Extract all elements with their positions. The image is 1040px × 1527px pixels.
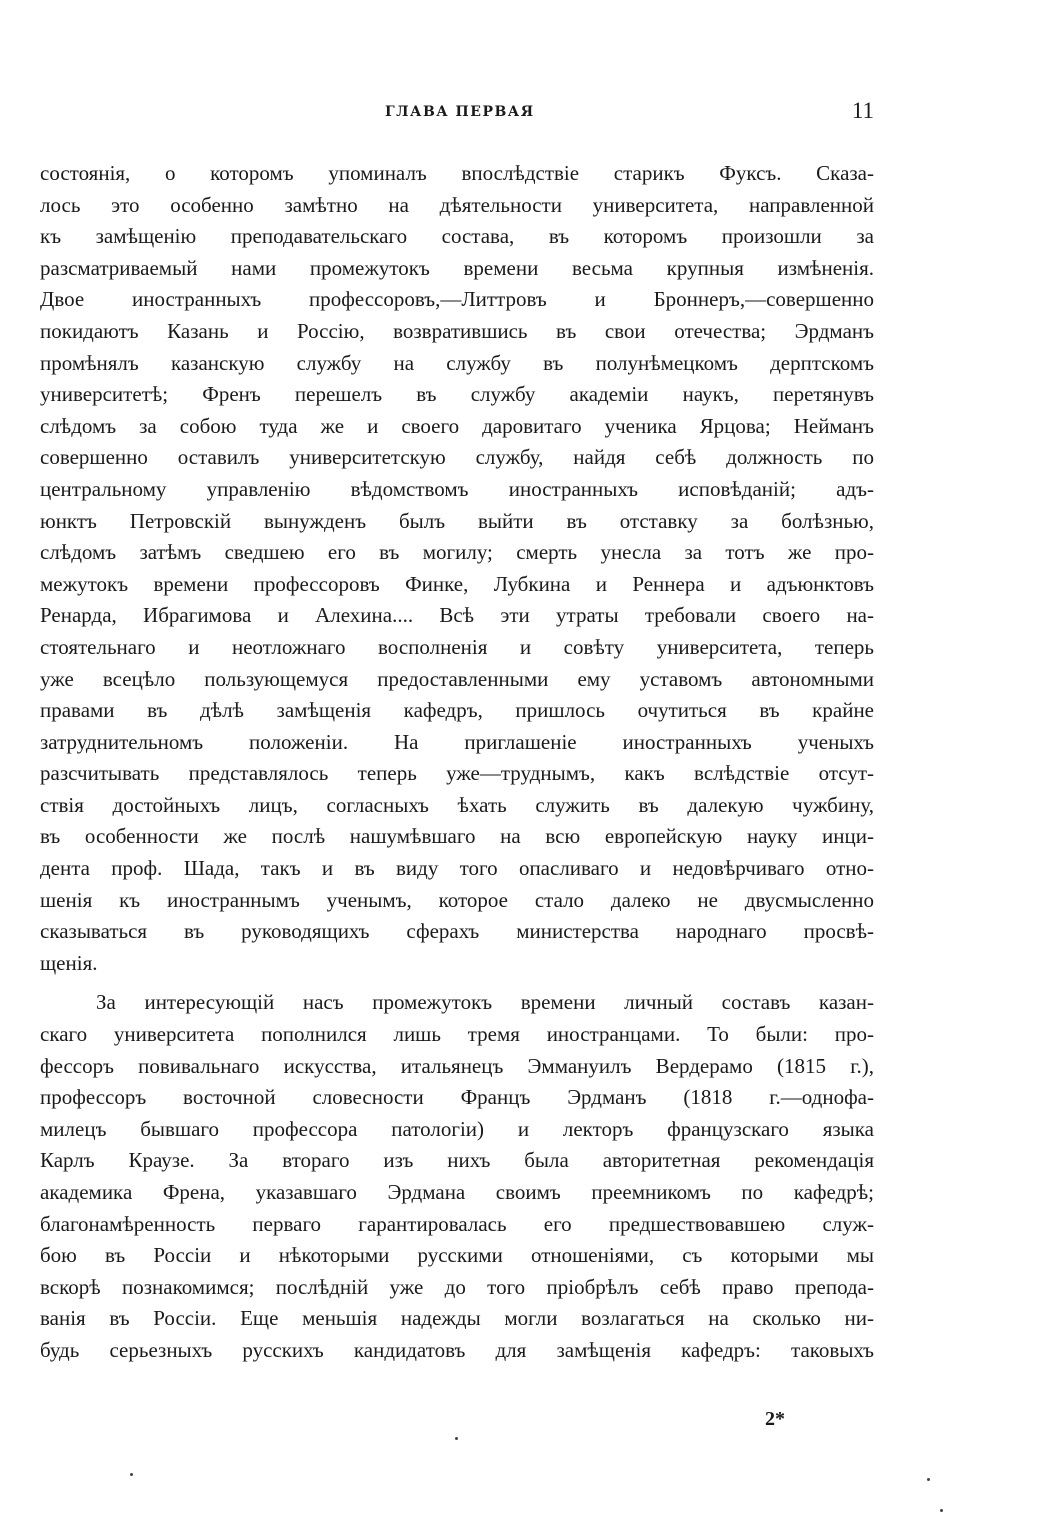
text-line: правами въ дѣлѣ замѣщенія кафедръ, пришлось очутиться въ крайне <box>40 698 874 723</box>
paragraph-2 <box>40 987 874 1366</box>
text-line: къ замѣщенію преподавательскаго состава, въ которомъ произошли за <box>40 224 874 249</box>
text-line: стоятельнаго и неотложнаго восполненія и совѣту университета, теперь <box>40 634 874 659</box>
text-line: уже всецѣло пользующемуся предоставленными ему уставомъ автономными <box>40 666 874 691</box>
text-line: университетѣ; Френъ перешелъ въ службу академіи наукъ, перетянувъ <box>40 382 874 407</box>
text-line: лось это особенно замѣтно на дѣятельности университета, направленной <box>40 192 874 217</box>
text-line: милецъ бывшаго профессора патологіи) и лекторъ французскаго языка <box>40 1116 874 1141</box>
text-line: въ особенности же послѣ нашумѣвшаго на всю европейскую науку инци- <box>40 824 874 849</box>
text-line: сказываться въ руководящихъ сферахъ министерства народнаго просвѣ- <box>40 919 874 944</box>
signature-mark: 2* <box>765 1408 785 1430</box>
running-head <box>40 98 874 128</box>
text-line: юнктъ Петровскій вынужденъ былъ выйти въ отставку за болѣзнью, <box>40 508 874 533</box>
text-line: слѣдомъ за собою туда же и своего даровитаго ученика Ярцова; Нейманъ <box>40 413 874 438</box>
text-line: За интересующій насъ промежутокъ времени личный составъ казан- <box>96 990 874 1015</box>
text-line: межутокъ времени профессоровъ Финке, Лубкина и Реннера и адъюнктовъ <box>40 571 874 596</box>
body-text <box>40 158 874 1367</box>
text-line: профессоръ восточной словесности Францъ Эрдманъ (1818 г.—однофа- <box>40 1085 874 1110</box>
text-line: слѣдомъ затѣмъ сведшею его въ могилу; смерть унесла за тотъ же про- <box>40 540 874 565</box>
text-line: промѣнялъ казанскую службу на службу въ полунѣмецкомъ дерптскомъ <box>40 350 874 375</box>
text-line: покидаютъ Казань и Россію, возвратившись въ свои отечества; Эрдманъ <box>40 318 874 343</box>
scan-speck <box>940 1509 943 1512</box>
text-line: разсчитывать представлялось теперь уже—труднымъ, какъ вслѣдствіе отсут- <box>40 761 874 786</box>
text-line: ванія въ Россіи. Еще меньшія надежды могли возлагаться на сколько ни- <box>40 1306 874 1331</box>
text-line: Ренарда, Ибрагимова и Алехина.... Всѣ эти утраты требовали своего на- <box>40 603 874 628</box>
chapter-title: ГЛАВА ПЕРВАЯ <box>385 104 535 120</box>
paragraph-1 <box>40 158 874 979</box>
text-line: будь серьезныхъ русскихъ кандидатовъ для замѣщенія кафедръ: таковыхъ <box>40 1337 874 1362</box>
text-line: дента проф. Шада, такъ и въ виду того опасливаго и недовѣрчиваго отно- <box>40 856 874 881</box>
text-line: благонамѣренность перваго гарантировалась его предшествовавшею служ- <box>40 1211 874 1236</box>
text-line: скаго университета пополнился лишь тремя иностранцами. То были: про- <box>40 1022 874 1047</box>
text-line: состоянія, о которомъ упоминалъ впослѣдствіе старикъ Фуксъ. Сказа- <box>40 161 874 185</box>
text-line: вскорѣ познакомимся; послѣдній уже до того пріобрѣлъ себѣ право препода- <box>40 1274 874 1299</box>
text-line: совершенно оставилъ университетскую службу, найдя себѣ должность по <box>40 445 874 470</box>
text-line: Двое иностранныхъ профессоровъ,—Литтровъ и Броннеръ,—совершенно <box>40 287 874 312</box>
text-line: Карлъ Краузе. За втораго изъ нихъ была авторитетная рекомендація <box>40 1148 874 1173</box>
text-line: разсматриваемый нами промежутокъ времени весьма крупныя измѣненія. <box>40 255 874 280</box>
text-line: ствія достойныхъ лицъ, согласныхъ ѣхать служить въ далекую чужбину, <box>40 792 874 817</box>
text-line: фессоръ повивальнаго искусства, итальянецъ Эммануилъ Вердерамо (1815 г.), <box>40 1053 874 1078</box>
text-line: щенія. <box>40 950 98 975</box>
text-line: затруднительномъ положеніи. На приглашеніе иностранныхъ ученыхъ <box>40 729 874 754</box>
page-number: 11 <box>851 98 874 123</box>
text-line: шенія къ иностраннымъ ученымъ, которое стало далеко не двусмысленно <box>40 887 874 912</box>
text-line: академика Френа, указавшаго Эрдмана своимъ преемникомъ по кафедрѣ; <box>40 1180 874 1204</box>
scan-speck <box>130 1473 133 1476</box>
scan-speck <box>927 1478 930 1481</box>
text-line: бою въ Россіи и нѣкоторыми русскими отношеніями, съ которыми мы <box>40 1243 874 1268</box>
scan-speck <box>455 1437 458 1440</box>
text-line: центральному управленію вѣдомствомъ иностранныхъ исповѣданій; адъ- <box>40 476 874 501</box>
